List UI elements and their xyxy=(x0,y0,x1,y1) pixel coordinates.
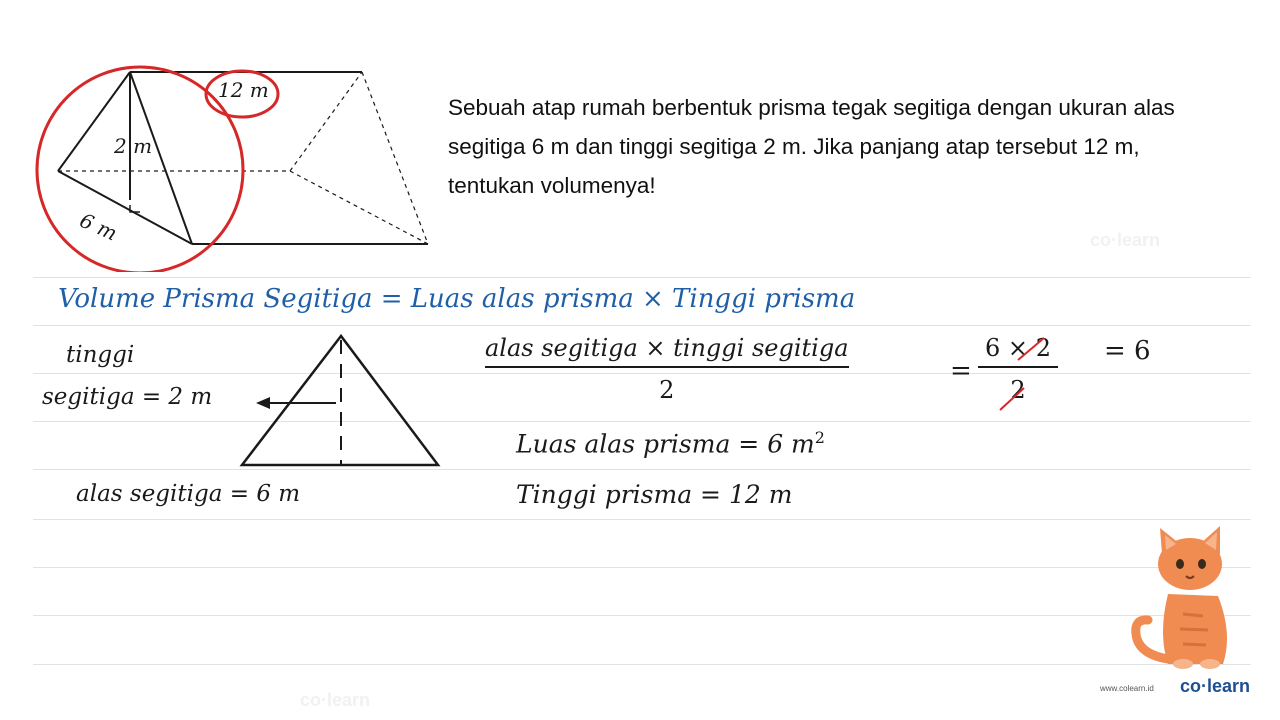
prism-length-label: 12 m xyxy=(218,78,269,102)
fraction-result: = 6 xyxy=(1104,336,1151,366)
area-fraction xyxy=(485,334,849,404)
cat-mascot-icon xyxy=(1128,524,1248,674)
rule-line xyxy=(33,567,1251,568)
rule-line xyxy=(33,277,1251,278)
fraction-bar xyxy=(485,366,849,368)
triangle-diagram xyxy=(238,332,448,472)
luas-alas-text: Luas alas prisma = 6 m xyxy=(516,429,815,459)
cancelled-two: 2 xyxy=(1035,334,1051,362)
volume-formula: Volume Prisma Segitiga = Luas alas prisma × Tinggi prisma xyxy=(58,284,856,314)
tinggi-prisma-result: Tinggi prisma = 12 m xyxy=(516,480,793,509)
cancel-marks xyxy=(978,330,1078,420)
brand-url: www.colearn.id xyxy=(1100,684,1154,693)
numeric-denominator: 2 xyxy=(1010,376,1026,404)
rule-line xyxy=(33,664,1251,665)
luas-alas-exponent: 2 xyxy=(814,428,825,447)
fraction-denominator: 2 xyxy=(659,376,675,404)
problem-line: tentukan volumenya! xyxy=(448,173,656,198)
fraction-numerator: alas segitiga × tinggi segitiga xyxy=(485,334,849,362)
rule-line xyxy=(33,469,1251,470)
numeric-numerator-a: 6 × xyxy=(985,334,1029,362)
prism-base-label: 6 m xyxy=(76,208,121,246)
rule-line xyxy=(33,615,1251,616)
brand-logo: co·learn xyxy=(1180,676,1251,696)
equals-sign: = xyxy=(950,356,972,386)
prism-height-label: 2 m xyxy=(114,134,153,158)
watermark: co·learn xyxy=(300,690,371,710)
rule-line xyxy=(33,325,1251,326)
rule-line xyxy=(33,421,1251,422)
luas-alas-result xyxy=(516,428,825,458)
problem-statement xyxy=(448,88,1238,205)
problem-line: Sebuah atap rumah berbentuk prisma tegak segitiga dengan ukuran alas xyxy=(448,95,1175,120)
triangle-base-label: alas segitiga = 6 m xyxy=(76,481,301,507)
triangle-height-label-2: segitiga = 2 m xyxy=(42,384,213,410)
rule-line xyxy=(33,519,1251,520)
triangle-height-label-1: tinggi xyxy=(66,342,135,368)
watermark: co·learn xyxy=(1090,230,1161,250)
problem-line: segitiga 6 m dan tinggi segitiga 2 m. Jika panjang atap tersebut 12 m, xyxy=(448,134,1140,159)
